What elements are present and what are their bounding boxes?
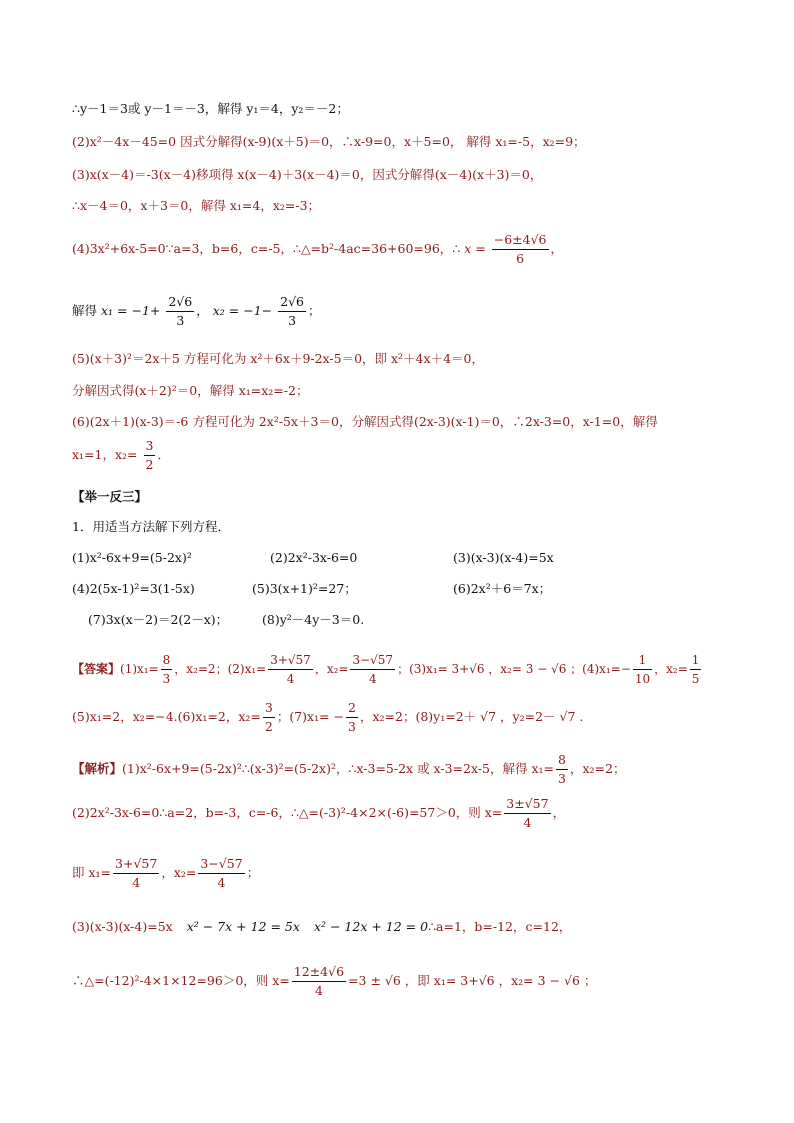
period: ． [157,447,170,462]
ans-text: (5)x₁=2，x₂=−4.(6)x₁=2，x₂= [72,709,261,724]
equation-3: (3)(x-3)(x-4)=5x [453,550,554,565]
equation-5: (5)3(x+1)²=27； [252,581,357,596]
line6-x1: x₁ = −1+ [101,303,161,318]
fraction [504,796,550,831]
solution-line-7: (5)(x＋3)²＝2x＋5 方程可化为 x²＋6x＋9-2x-5＝0，即 x²＋4x＋4＝0， [72,351,484,366]
numerator: 3+√57 [113,856,159,874]
numerator: 3+√57 [268,652,313,670]
denominator: 3 [348,719,356,734]
line5-x: x = [464,241,486,256]
fraction [633,652,652,687]
ana-text: (3)(x-3)(x-4)=5x [72,919,173,934]
fraction [166,294,194,329]
ans-text: ；(3)x₁= 3+√6 ，x₂= 3 − √6 ；(4)x₁=− [397,662,631,676]
ans-text: (1)x₁= [120,662,159,676]
ana-text: ； [246,865,260,880]
line6-x2: x₂ = −1− [212,303,273,318]
numerator: 3±√57 [504,796,550,814]
denominator: 4 [286,672,295,686]
fraction [278,294,306,329]
ana-text: ∴△=(-12)²-4×1×12=96＞0，则 x= [72,973,290,988]
ans-text: ，x₂=2；(2)x₁= [174,662,267,676]
ana-text: =3 ± √6 ，即 x₁= 3+√6 ，x₂= 3 − √6 ； [348,973,597,988]
analysis-label: 【解析】 [72,761,123,776]
numerator: 12±4√6 [292,964,346,982]
numerator: 3 [263,700,275,718]
equation: x² − 12x + 12 = 0 [313,919,429,934]
equation-7: (7)3x(x－2)＝2(2－x)； [88,612,229,627]
solution-line-3: (3)x(x－4)＝-3(x－4)移项得 x(x－4)＋3(x－4)＝0，因式分解得(x－4)(x＋3)＝0， [72,167,543,182]
solution-line-8: 分解因式得(x＋2)²＝0，解得 x₁=x₂=-2； [72,383,309,398]
equation-2: (2)2x²-3x-6=0 [270,550,358,565]
denominator: 4 [314,983,323,998]
solution-line-9: (6)(2x＋1)(x-3)＝-6 方程可化为 2x²-5x＋3＝0，分解因式得(2x-3)(x-1)＝0，∴2x-3=0，x-1=0，解得 [72,414,658,429]
solution-line-2: (2)x²－4x－45=0 因式分解得(x-9)(x＋5)＝0，∴x-9=0，x＋5=0， 解得 x₁=-5，x₂=9； [72,134,586,149]
denominator: 5 [691,672,700,686]
solution-line-10 [72,438,170,473]
section-header: 【举一反三】 [72,489,148,504]
ans-text: ；(7)x₁= − [276,709,345,724]
denominator: 3 [162,672,171,686]
analysis-line-2 [72,796,565,831]
denominator: 2 [145,457,154,472]
fraction [556,752,568,787]
fraction [198,856,244,891]
equation-8: (8)y²－4y－3＝0. [262,612,365,627]
numerator: 3 [144,438,156,456]
question-1: 1．用适当方法解下列方程． [72,519,230,534]
numerator: 3−√57 [350,652,395,670]
fraction [292,964,346,999]
numerator: 2√6 [278,294,306,312]
answer-label: 【答案】 [72,662,121,676]
equation-1: (1)x²-6x+9=(5-2x)² [72,550,192,565]
fraction [144,438,156,473]
ans-text: ，x₂= [314,662,349,676]
numerator: 2 [346,700,358,718]
line6-label: 解得 [72,303,98,318]
numerator: 8 [556,752,568,770]
numerator: 1 [690,652,702,670]
ans-text: ，x₂=2；(8)y₁=2＋ √7 ，y₂=2－ √7 . [359,709,584,724]
equation-4: (4)2(5x-1)²=3(1-5x) [72,581,195,596]
denominator: 3 [558,771,566,786]
line5-text: (4)3x²+6x-5=0∵a=3，b=6，c=-5，∴△=b²-4ac=36+60=96，∴ [72,241,461,256]
analysis-line-1 [72,752,625,787]
ana-text: 即 x₁= [72,865,112,880]
fraction [113,856,159,891]
denominator: 4 [523,815,532,830]
solution-line-4: ∴x－4＝0，x＋3＝0，解得 x₁=4，x₂=-3； [72,198,321,213]
ana-text: (2)2x²-3x-6=0∴a=2，b=-3，c=-6，∴△=(-3)²-4×2×(-6)=57＞0，则 x= [72,805,503,820]
denominator: 4 [132,875,141,890]
ana-text: ， [552,805,566,820]
numerator: 2√6 [166,294,194,312]
fraction [492,232,549,267]
answer-line-1 [72,652,703,687]
denominator: 2 [264,719,273,734]
fraction [161,652,173,687]
numerator: 8 [161,652,173,670]
fraction [350,652,395,687]
denominator: 10 [634,672,651,686]
solution-line-6: 解得 x₁ = −1+ $\frac{2√6}{3}$ ， x₂ = −1− $\frac{2√6}{3}$ ； [72,294,321,328]
denominator: 3 [288,313,297,328]
ana-text: ∴a=1，b=-12，c=12， [428,919,572,934]
fraction [690,652,702,687]
equation: x² − 7x + 12 = 5x [186,919,300,934]
solution-line-1: ∴y－1＝3或 y－1＝－3，解得 y₁＝4，y₂＝－2； [72,101,349,116]
analysis-line-5 [72,964,596,999]
answer-line-2 [72,700,583,735]
denominator: 4 [217,875,226,890]
fraction [263,700,275,735]
equation-6: (6)2x²＋6＝7x； [453,581,552,596]
ana-text: ，x₂= [161,865,197,880]
numerator: 3−√57 [198,856,244,874]
fraction [268,652,313,687]
numerator: 1 [633,652,652,670]
analysis-line-3 [72,856,259,891]
solution-line-5: (4)3x²+6x-5=0∵a=3，b=6，c=-5，∴△=b²-4ac=36+60=96，∴ x = $\frac{-6\pm 4√6}{6}$ ， [72,232,564,266]
denominator: 3 [176,313,185,328]
fraction [346,700,358,735]
line10-text: x₁=1，x₂= [72,447,138,462]
analysis-line-4 [72,918,571,936]
ana-text: ，x₂=2； [569,761,626,776]
denominator: 6 [516,251,525,266]
ana-text: (1)x²-6x+9=(5-2x)²∴(x-3)²=(5-2x)²，∴x-3=5-2x 或 x-3=2x-5，解得 x₁= [122,761,554,776]
ans-text: ，x₂= [654,662,688,676]
denominator: 4 [368,672,377,686]
numerator: −6±4√6 [492,232,549,250]
